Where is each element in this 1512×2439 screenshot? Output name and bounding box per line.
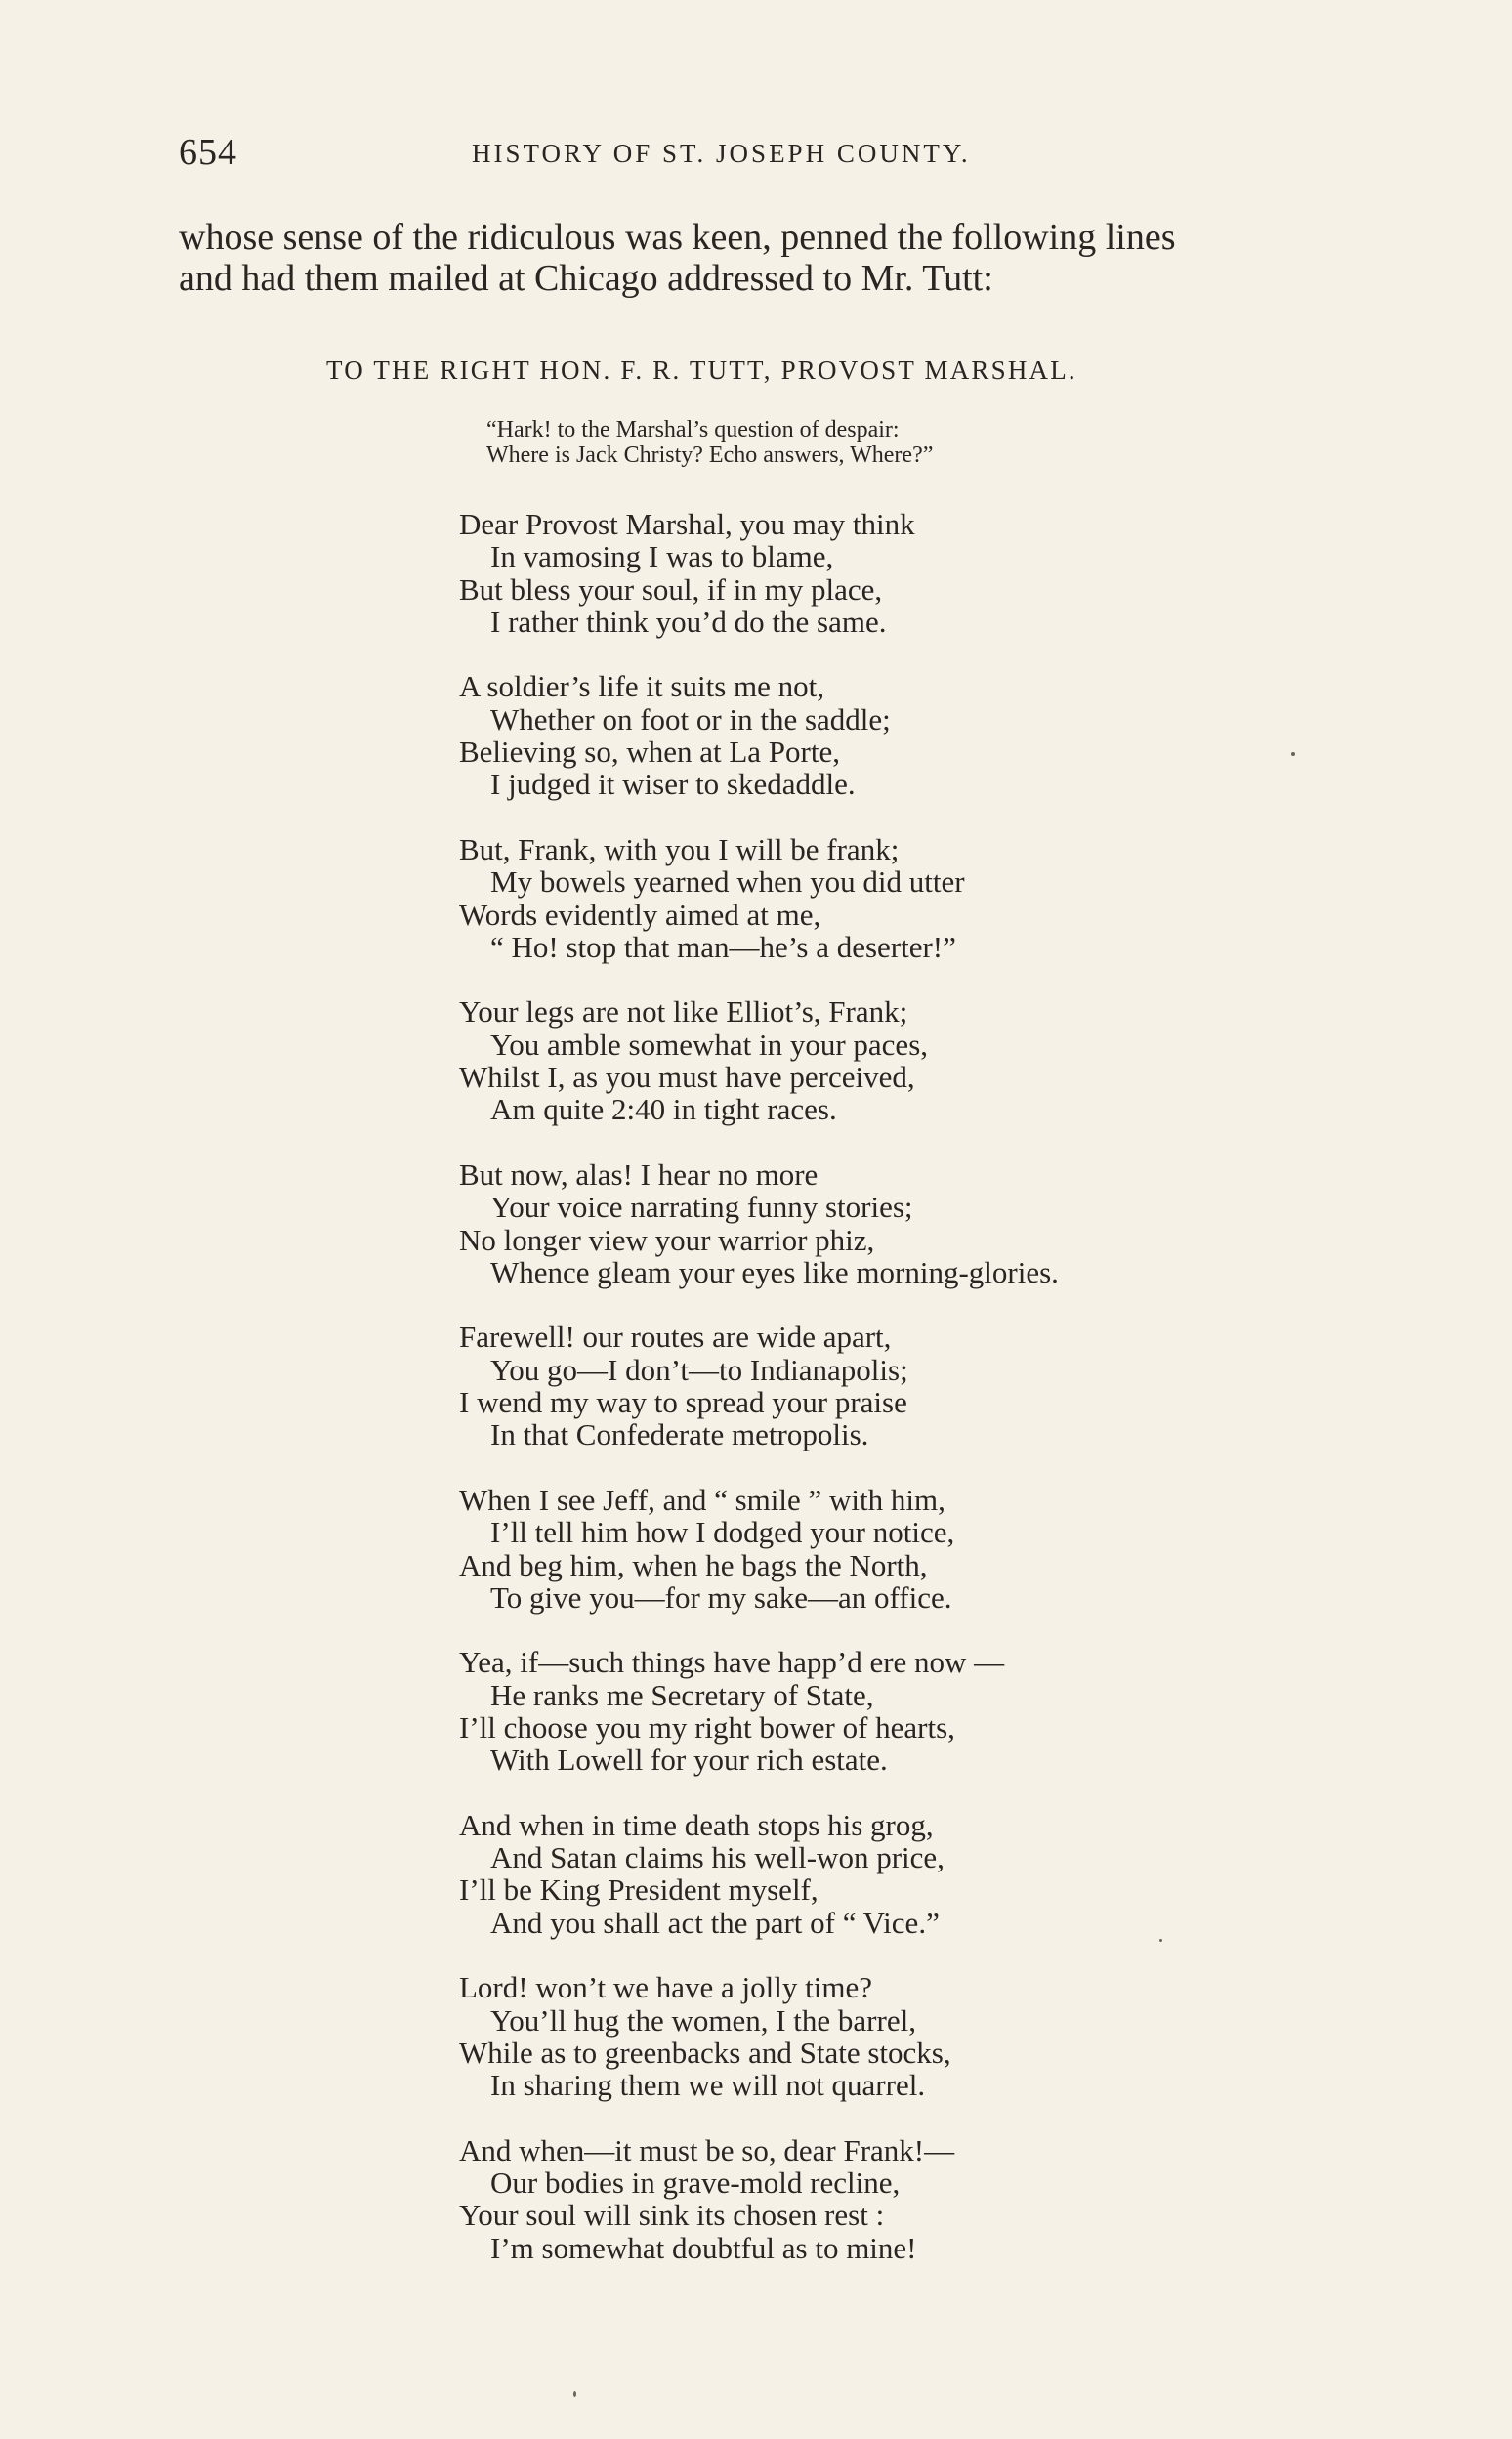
poem-line: But now, alas! I hear no more xyxy=(459,1156,819,1192)
poem-line: Am quite 2:40 in tight races. xyxy=(490,1092,837,1127)
poem-line: Whilst I, as you must have perceived, xyxy=(459,1060,915,1095)
poem-line: Whence gleam your eyes like morning-glories. xyxy=(490,1254,1059,1289)
poem-line: “ Ho! stop that man—he’s a deserter!” xyxy=(490,929,956,964)
poem-line: I’m somewhat doubtful as to mine! xyxy=(490,2230,917,2265)
poem-line: When I see Jeff, and “ smile ” with him, xyxy=(459,1482,945,1517)
poem-line: Yea, if—such things have happ’d ere now — xyxy=(459,1645,1005,1680)
poem-line: I’ll be King President myself, xyxy=(459,1872,819,1908)
page-header xyxy=(179,131,1419,180)
poem-line: Believing so, when at La Porte, xyxy=(459,735,840,770)
print-speck xyxy=(1159,1939,1162,1942)
epigraph-line: “Hark! to the Marshal’s question of despair: xyxy=(486,417,900,442)
poem-stanza xyxy=(459,1158,1059,1288)
poem-stanza xyxy=(459,1321,1059,1451)
poem-line: No longer view your warrior phiz, xyxy=(459,1222,875,1257)
print-speck xyxy=(573,2391,576,2397)
poem-line: To give you—for my sake—an office. xyxy=(490,1579,952,1615)
epigraph-line: Where is Jack Christy? Echo answers, Where?” xyxy=(486,442,934,468)
poem-stanza xyxy=(459,2134,1059,2264)
poem-line: Lord! won’t we have a jolly time? xyxy=(459,1970,872,2005)
print-speck xyxy=(1291,752,1295,756)
poem-stanza xyxy=(459,1809,1059,1939)
poem-line: But bless your soul, if in my place, xyxy=(459,571,883,607)
poem-stanza xyxy=(459,1484,1059,1614)
poem-epigraph xyxy=(486,417,933,468)
poem-line: Your legs are not like Elliot’s, Frank; xyxy=(459,994,908,1030)
poem-line: I wend my way to spread your praise xyxy=(459,1385,907,1420)
poem-title: TO THE RIGHT HON. F. R. TUTT, PROVOST MARSHAL. xyxy=(326,356,1077,385)
poem-line: In that Confederate metropolis. xyxy=(490,1417,869,1452)
poem-line: Your voice narrating funny stories; xyxy=(490,1190,913,1225)
running-head: HISTORY OF ST. JOSEPH COUNTY. xyxy=(472,139,971,168)
poem-line: Words evidently aimed at me, xyxy=(459,897,821,932)
poem-line: Your soul will sink its chosen rest : xyxy=(459,2198,885,2233)
poem-line: My bowels yearned when you did utter xyxy=(490,864,965,900)
poem-line: He ranks me Secretary of State, xyxy=(490,1677,874,1712)
poem-line: With Lowell for your rich estate. xyxy=(490,1743,888,1778)
poem-stanza xyxy=(459,508,1059,638)
poem-line: Whether on foot or in the saddle; xyxy=(490,701,891,736)
intro-paragraph xyxy=(179,217,1429,299)
poem-line: You go—I don’t—to Indianapolis; xyxy=(490,1352,908,1387)
poem-line: In sharing them we will not quarrel. xyxy=(490,2068,926,2103)
poem-line: And when in time death stops his grog, xyxy=(459,1807,934,1842)
poem-line: In vamosing I was to blame, xyxy=(490,539,834,574)
poem-line: And when—it must be so, dear Frank!— xyxy=(459,2132,955,2167)
poem-stanza xyxy=(459,995,1059,1125)
poem-line: You amble somewhat in your paces, xyxy=(490,1027,929,1062)
poem-line: But, Frank, with you I will be frank; xyxy=(459,831,900,866)
poem-line: Dear Provost Marshal, you may think xyxy=(459,507,915,541)
poem-line: Our bodies in grave-mold recline, xyxy=(490,2166,901,2201)
poem-line: Farewell! our routes are wide apart, xyxy=(459,1320,892,1355)
poem-line: I judged it wiser to skedaddle. xyxy=(490,767,856,802)
poem-line: You’ll hug the women, I the barrel, xyxy=(490,2002,916,2038)
page-number: 654 xyxy=(179,132,237,173)
poem-stanza xyxy=(459,1646,1059,1776)
poem-line: I rather think you’d do the same. xyxy=(490,604,887,639)
intro-line: and had them mailed at Chicago addressed to Mr. Tutt: xyxy=(179,258,993,299)
poem-line: And Satan claims his well-won price, xyxy=(490,1840,945,1875)
poem-stanza xyxy=(459,1971,1059,2101)
poem-line: While as to greenbacks and State stocks, xyxy=(459,2035,951,2070)
poem-stanza xyxy=(459,833,1059,963)
poem-line: I’ll choose you my right bower of hearts, xyxy=(459,1709,955,1745)
poem-body xyxy=(459,508,1059,2296)
poem-line: I’ll tell him how I dodged your notice, xyxy=(490,1515,955,1550)
poem-line: A soldier’s life it suits me not, xyxy=(459,669,824,704)
intro-line: whose sense of the ridiculous was keen, penned the following lines xyxy=(179,217,1176,258)
poem-stanza xyxy=(459,670,1059,800)
poem-line: And you shall act the part of “ Vice.” xyxy=(490,1905,940,1940)
poem-line: And beg him, when he bags the North, xyxy=(459,1547,928,1582)
